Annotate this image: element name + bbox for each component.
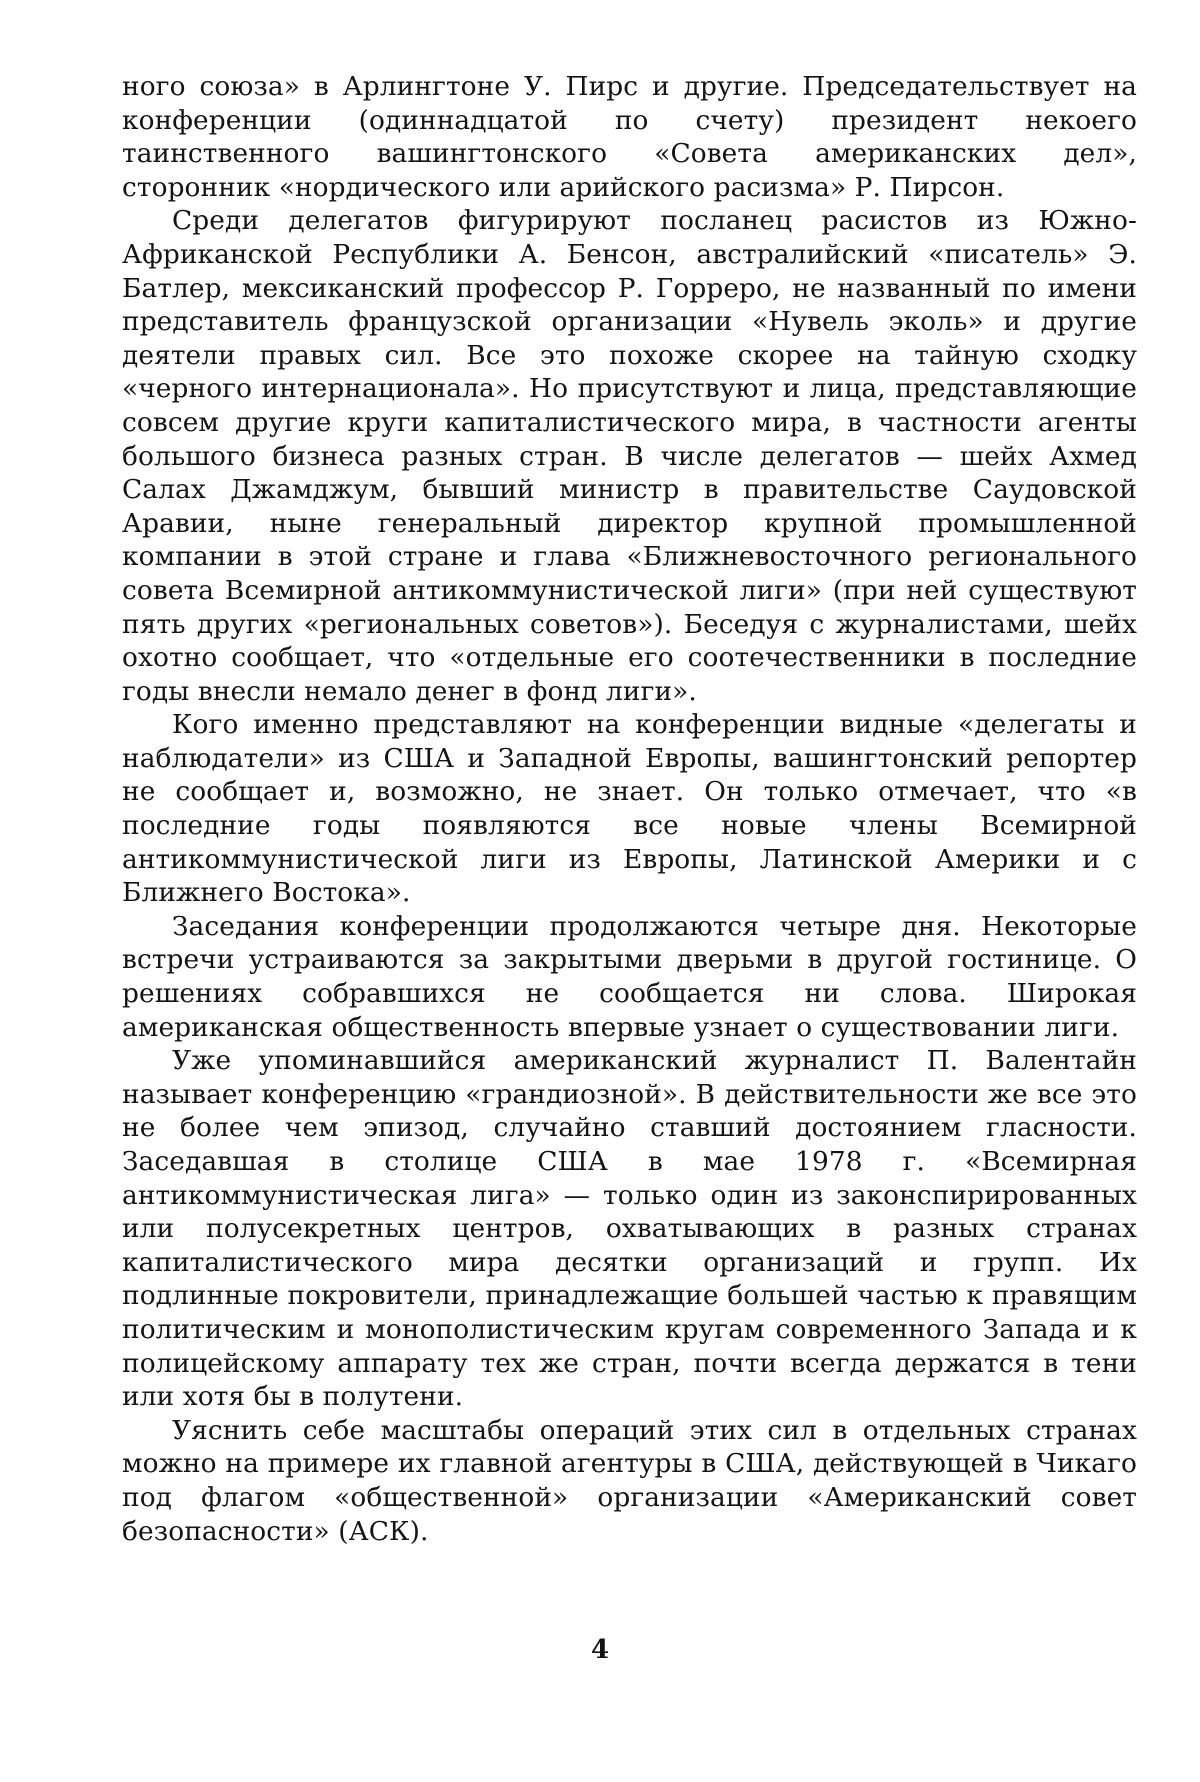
page-body [122, 70, 1137, 1548]
paragraph: Уяснить себе масштабы операций этих сил в отдельных странах можно на примере их главной агентуры в США, действующей в Чикаго под флагом «общественной» организации «Американский совет безопасности» (АСК). [122, 1414, 1137, 1547]
paragraph: Среди делегатов фигурируют посланец расистов из Южно-Африканской Республики А. Бенсон, австралийский «писатель» Э. Батлер, мексиканский профессор Р. Горреро, не названный по имени представитель французской организации «Нувель эколь» и другие деятели правых сил. Все это похоже скорее на тайную сходку «черного интернационала». Но присутствуют и лица, представляющие совсем другие круги капиталистического мира, в частности агенты большого бизнеса разных стран. В числе делегатов — шейх Ахмед Салах Джамджум, бывший министр в правительстве Саудовской Аравии, ныне генеральный директор крупной промышленной компании в этой стране и глава «Ближневосточного регионального совета Всемирной антикоммунистической лиги» (при ней существуют пять других «региональных советов»). Беседуя с журналистами, шейх охотно сообщает, что «отдельные его соотечественники в последние годы внесли немало денег в фонд лиги». [122, 205, 1137, 707]
paragraph: Уже упоминавшийся американский журналист П. Валентайн называет конференцию «грандиозной». В действительности же все это не более чем эпизод, случайно ставший достоянием гласности. Заседавшая в столице США в мае 1978 г. «Всемирная антикоммунистическая лига» — только один из законспирированных или полусекретных центров, охватывающих в разных странах капиталистического мира десятки организаций и групп. Их подлинные покровители, принадлежащие большей частью к правящим политическим и монополистическим кругам современного Запада и к полицейскому аппарату тех же стран, почти всегда держатся в тени или хотя бы в полутени. [122, 1045, 1137, 1413]
paragraph: Кого именно представляют на конференции видные «делегаты и наблюдатели» из США и Западной Европы, вашингтонский репортер не сообщает и, возможно, не знает. Он только отмечает, что «в последние годы появляются все новые члены Всемирной антикоммунистической лиги из Европы, Латинской Америки и с Ближнего Востока». [122, 709, 1137, 909]
paragraph: Заседания конференции продолжаются четыре дня. Некоторые встречи устраиваются за закрытыми дверьми в другой гостинице. О решениях собравшихся не сообщается ни слова. Широкая американская общественность впервые узнает о существовании лиги. [122, 910, 1137, 1043]
paragraph: ного союза» в Арлингтоне У. Пирс и другие. Председательствует на конференции (одиннадцатой по счету) президент некоего таинственного вашингтонского «Совета американских дел», сторонник «нордического или арийского расизма» Р. Пирсон. [122, 71, 1137, 203]
page-number: 4 [590, 1635, 610, 1665]
